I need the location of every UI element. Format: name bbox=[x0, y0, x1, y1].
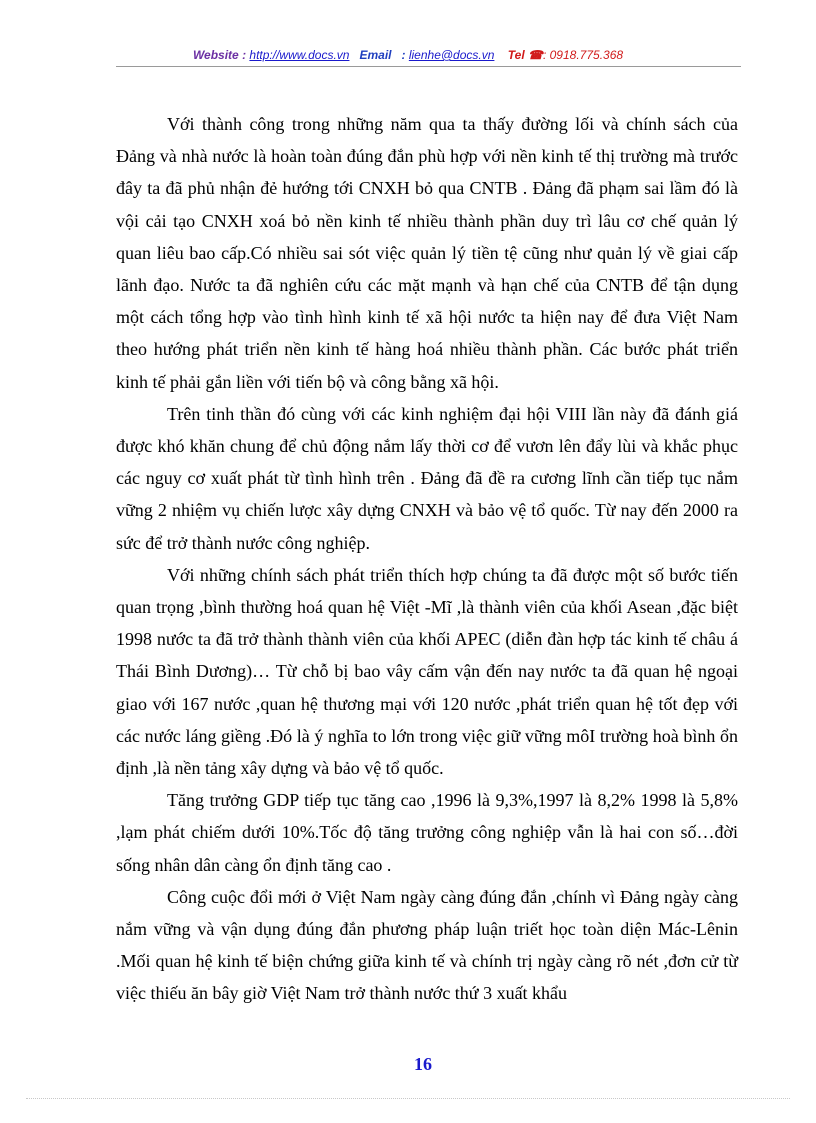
paragraph: Với những chính sách phát triển thích hợp chúng ta đã được một số bước tiến quan trọng ,bình thường hoá quan hệ Việt -Mĩ ,là thành viên của khối Asean ,đặc biệt 1998 nước ta đã trở thành thành viên của khối APEC (diễn đàn hợp tác kinh tế châu á Thái Bình Dương)… Từ chỗ bị bao vây cấm vận đến nay nước ta đã quan hệ ngoại giao với 167 nước ,quan hệ thương mại với 120 nước ,phát triển quan hệ tốt đẹp với các nước láng giềng .Đó là ý nghĩa to lớn trong việc giữ vững môI trường hoà bình ổn định ,là nền tảng xây dựng và bảo vệ tổ quốc. bbox=[116, 564, 738, 779]
document-body bbox=[116, 108, 738, 1010]
phone-icon: ☎ bbox=[528, 48, 543, 62]
paragraph: Tăng trưởng GDP tiếp tục tăng cao ,1996 là 9,3%,1997 là 8,2% 1998 là 5,8% ,lạm phát chiếm dưới 10%.Tốc độ tăng trưởng công nghiệp vẫn là hai con số…đời sống nhân dân càng ổn định tăng cao . bbox=[116, 790, 738, 875]
phone-number: : 0918.775.368 bbox=[542, 48, 624, 62]
page-header bbox=[0, 48, 816, 62]
paragraph: Với thành công trong những năm qua ta thấy đường lối và chính sách của Đảng và nhà nước là hoàn toàn đúng đắn phù hợp với nền kinh tế thị trường mà trước đây ta đã phủ nhận đẻ hướng tới CNXH bỏ qua CNTB . Đảng đã phạm sai lầm đó là vội cải tạo CNXH xoá bỏ nền kinh tế nhiều thành phần duy trì lâu cơ chế quản lý quan liêu bao cấp.Có nhiều sai sót việc quản lý tiền tệ cũng như quản lý về giai cấp lãnh đạo. Nước ta đã nghiên cứu các mặt mạnh và hạn chế của CNTB để tận dụng một cách tổng hợp vào tình hình kinh tế xã hội nước ta hiện nay để đưa Việt Nam theo hướng phát triển nền kinh tế hàng hoá nhiều thành phần. Các bước phát triển kinh tế phải gắn liền với tiến bộ và công bằng xã hội. bbox=[116, 114, 738, 392]
website-link[interactable]: http://www.docs.vn bbox=[249, 48, 350, 62]
footer-divider bbox=[26, 1098, 790, 1099]
paragraph: Trên tinh thần đó cùng với các kinh nghiệm đại hội VIII lần này đã đánh giá được khó khăn chung để chủ động nắm lấy thời cơ để vươn lên đẩy lùi và khắc phục các nguy cơ xuất phát từ tình hình trên . Đảng đã đề ra cương lĩnh cần tiếp tục nắm vững 2 nhiệm vụ chiến lược xây dựng CNXH và bảo vệ tổ quốc. Từ nay đến 2000 ra sức để trở thành nước công nghiệp. bbox=[116, 403, 738, 553]
paragraph: Công cuộc đổi mới ở Việt Nam ngày càng đúng đắn ,chính vì Đảng ngày càng nắm vững và vận dụng đúng đắn phương pháp luận triết học toàn diện Mác-Lênin .Mối quan hệ kinh tế biện chứng giữa kinh tế và chính trị ngày càng rõ nét ,đơn cử từ việc thiếu ăn bây giờ Việt Nam trở thành nước thứ 3 xuất khẩu bbox=[116, 886, 738, 1004]
header-divider bbox=[116, 66, 741, 67]
email-label: Email bbox=[359, 48, 392, 62]
website-label: Website : bbox=[192, 48, 247, 62]
email-separator: : bbox=[401, 48, 406, 62]
email-link[interactable]: lienhe@docs.vn bbox=[408, 48, 495, 62]
tel-label: Tel bbox=[507, 48, 525, 62]
page-number: 16 bbox=[414, 1054, 432, 1074]
